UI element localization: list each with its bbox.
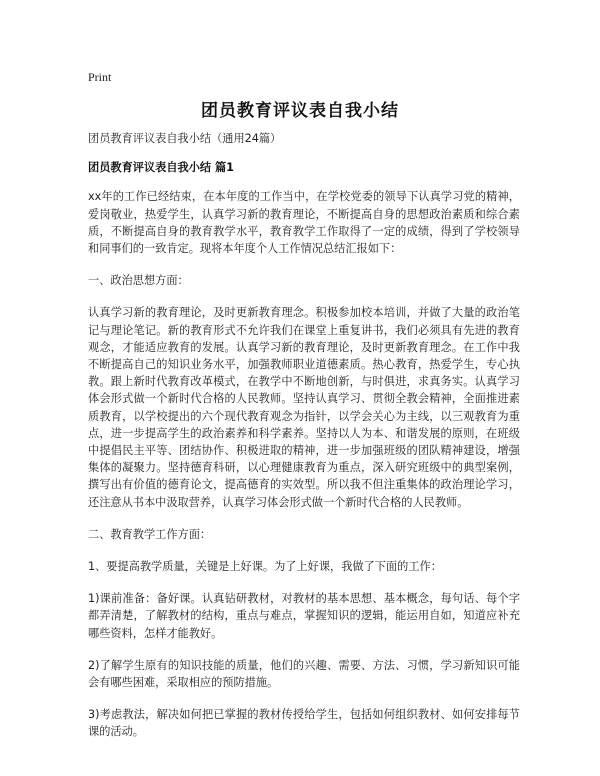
document-body <box>88 130 520 756</box>
print-link[interactable]: Print <box>88 70 112 84</box>
teaching-point-1: 1、要提高教学质量，关键是上好课。为了上好课，我做了下面的工作： <box>88 560 442 574</box>
teaching-subpoint-1: 1)课前准备：备好课。认真钻研教材，对教材的基本思想、基本概念，每句话、每个字都弄清楚，了解教材的结构，重点与难点，掌握知识的逻辑，能运用自如，知道应补充哪些资料，怎样才能教好。 <box>88 592 520 640</box>
teaching-heading: 二、教育教学工作方面： <box>88 527 212 541</box>
section-heading: 团员教育评议表自我小结 篇1 <box>88 161 234 175</box>
political-paragraph: 认真学习新的教育理论，及时更新教育理念。积极参加校本培训，并做了大量的政治笔记与理论笔记。新的教育形式不允许我们在课堂上重复讲书，我们必须具有先进的教育观念，才能适应教育的发展。认真学习新的教育理论，及时更新教育理念。在工作中我不断提高自己的知识业务水平，加强教师职业道德素质。热心教育，热爱学生，专心执教。跟上新时代教育改革模式，在教学中不断地创新，与时俱进，求真务实。认真学习体会形式做一个新时代合格的人民教师。坚持认真学习、贯彻全教会精神，全面推进素质教育，以学校提出的六个现代教育观念为指针，以学会关心为主线，以三观教育为重点，进一步提高学生的政治素养和科学素养。坚持以人为本、和谐发展的原则，在班级中提倡民主平等、团结协作、积极进取的精神，进一步加强班级的团队精神建设，增强集体的凝聚力。坚持德育科研，以心理健康教育为重点，深入研究班级中的典型案例，撰写出有价值的德育论文，提高德育的实效型。所以我不但注重集体的政治理论学习，还注意从书本中汲取营养，认真学习体会形式做一个新时代合格的人民教师。 <box>88 306 520 509</box>
teaching-subpoint-2: 2)了解学生原有的知识技能的质量，他们的兴趣、需要、方法、习惯，学习新知识可能会有哪些困难，采取相应的预防措施。 <box>88 658 520 690</box>
intro-paragraph: xx年的工作已经结束，在本年度的工作当中，在学校党委的领导下认真学习党的精神，爱岗敬业，热爱学生，认真学习新的教育理论，不断提高自身的思想政治素质和综合素质，不断提高自身的教育教学水平，教育教学工作取得了一定的成绩，得到了学校领导和同事们的一致肯定。现将本年度个人工作情况总结汇报如下： <box>88 190 520 256</box>
document-subtitle: 团员教育评议表自我小结（通用24篇） <box>88 132 282 145</box>
page-title: 团员教育评议表自我小结 <box>201 101 399 121</box>
teaching-subpoint-3: 3)考虑教法，解决如何把已掌握的教材传授给学生，包括如何组织教材、如何安排每节课的活动。 <box>88 708 520 739</box>
political-heading: 一、政治思想方面： <box>88 274 189 288</box>
